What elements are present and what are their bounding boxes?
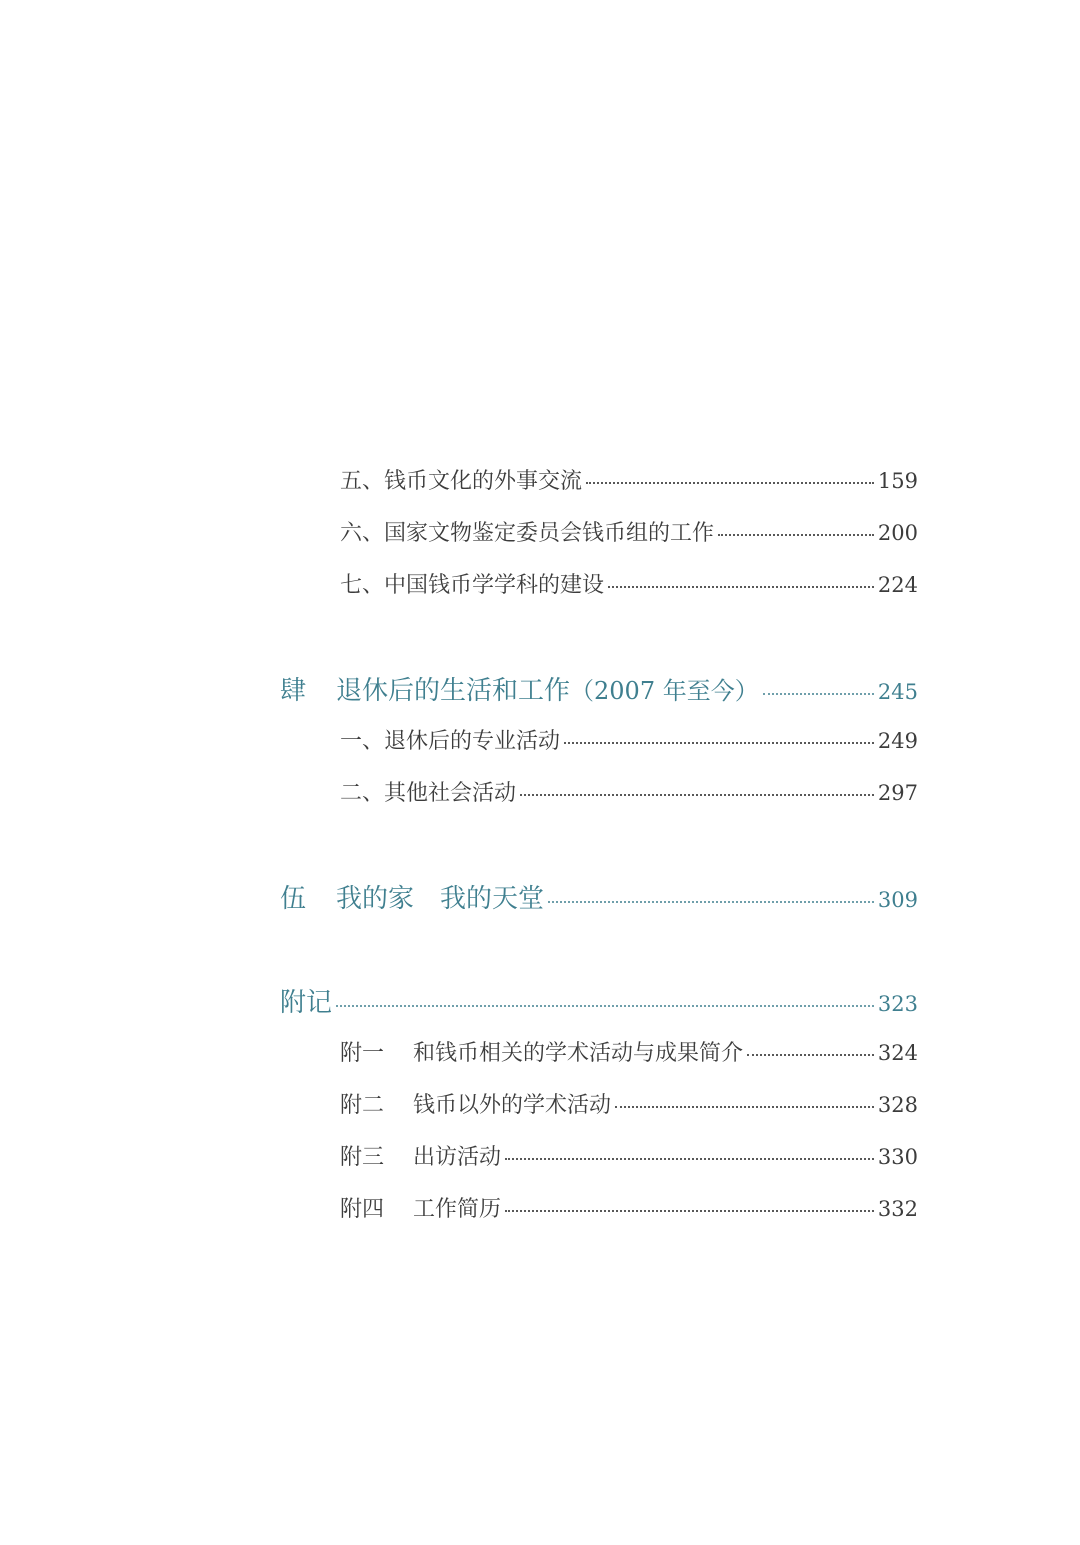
dot-leader — [586, 482, 874, 484]
toc-chapter-4[interactable] — [280, 670, 918, 706]
toc-entry-label: 和钱币相关的学术活动与成果简介 — [413, 1041, 744, 1066]
toc-appendix[interactable] — [280, 982, 918, 1018]
dot-leader — [718, 534, 874, 536]
toc-entry-label: 工作简历 — [413, 1197, 502, 1222]
dot-leader — [548, 901, 874, 903]
dot-leader — [763, 693, 874, 695]
dot-leader — [608, 586, 874, 588]
dot-leader — [520, 794, 874, 796]
appendix-item-prefix: 附二 — [340, 1093, 385, 1118]
dot-leader — [615, 1106, 874, 1108]
chapter-number: 肆 — [280, 676, 307, 706]
toc-entry-page: 328 — [877, 1093, 918, 1117]
appendix-title: 附记 — [280, 988, 333, 1018]
toc-entry-4-2[interactable] — [340, 776, 918, 808]
dot-leader — [505, 1158, 874, 1160]
toc-appendix-1[interactable] — [340, 1036, 918, 1068]
toc-entry-page: 332 — [877, 1197, 918, 1221]
toc-entry-label: 六、国家文物鉴定委员会钱币组的工作 — [340, 521, 715, 546]
toc-entry-page: 324 — [877, 1041, 918, 1065]
appendix-item-prefix: 附一 — [340, 1041, 385, 1066]
toc-entry-label: 七、中国钱币学学科的建设 — [340, 573, 605, 598]
toc-entry-label: 二、其他社会活动 — [340, 781, 517, 806]
appendix-item-prefix: 附四 — [340, 1197, 385, 1222]
toc-entry-page: 159 — [877, 469, 918, 493]
toc-entry-page: 200 — [877, 521, 918, 545]
chapter-page: 245 — [877, 680, 918, 704]
appendix-item-prefix: 附三 — [340, 1145, 385, 1170]
dot-leader — [747, 1054, 874, 1056]
toc-entry-6[interactable] — [340, 516, 918, 548]
toc-chapter-5[interactable] — [280, 878, 918, 914]
toc-entry-page: 330 — [877, 1145, 918, 1169]
dot-leader — [505, 1210, 874, 1212]
toc-entry-page: 224 — [877, 573, 918, 597]
toc-entry-label: 出访活动 — [413, 1145, 502, 1170]
toc-appendix-2[interactable] — [340, 1088, 918, 1120]
toc-entry-page: 249 — [877, 729, 918, 753]
toc-entry-label: 五、钱币文化的外事交流 — [340, 469, 583, 494]
chapter-number: 伍 — [280, 884, 307, 914]
toc-entry-5[interactable] — [340, 464, 918, 496]
dot-leader — [564, 742, 874, 744]
chapter-page: 309 — [877, 888, 918, 912]
chapter-year-range: （2007 年至今） — [570, 677, 759, 705]
toc-entry-4-1[interactable] — [340, 724, 918, 756]
toc-appendix-3[interactable] — [340, 1140, 918, 1172]
toc-entry-label: 一、退休后的专业活动 — [340, 729, 561, 754]
toc-entry-label: 钱币以外的学术活动 — [413, 1093, 612, 1118]
chapter-title: 我的家 我的天堂 — [336, 884, 545, 914]
appendix-page: 323 — [877, 992, 918, 1016]
toc-entry-page: 297 — [877, 781, 918, 805]
dot-leader — [336, 1005, 874, 1007]
toc-entry-7[interactable] — [340, 568, 918, 600]
toc-appendix-4[interactable] — [340, 1192, 918, 1224]
chapter-title: 退休后的生活和工作 — [336, 676, 571, 706]
